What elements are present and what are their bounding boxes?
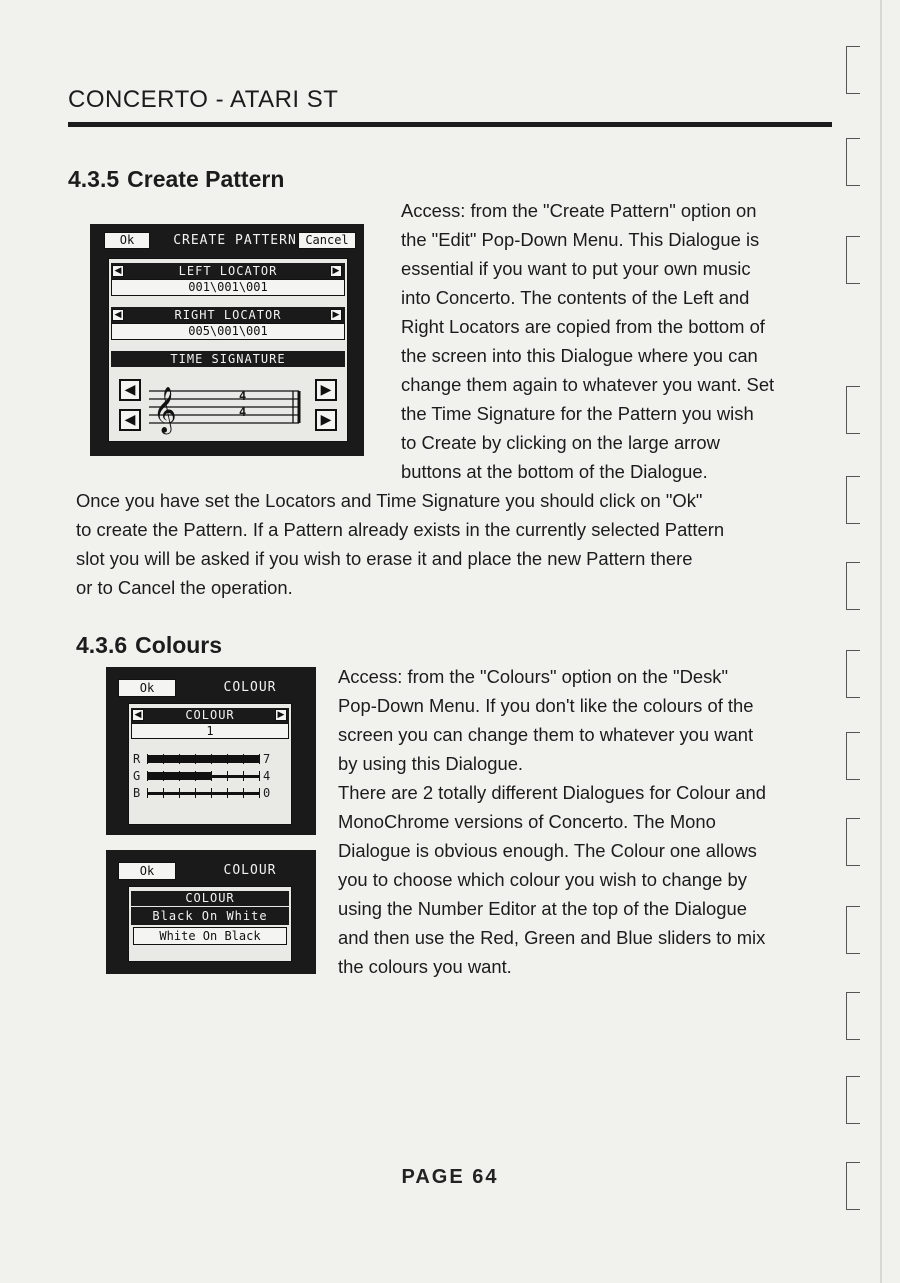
text-line: Once you have set the Locators and Time Signature you should click on "Ok" <box>76 490 703 511</box>
text-line: and then use the Red, Green and Blue sliders to mix <box>338 927 766 948</box>
slider-tick <box>243 788 244 798</box>
numerator-value: 4 <box>239 389 247 403</box>
slider-tick <box>259 788 260 798</box>
mono-colour-dialog <box>106 850 316 974</box>
text-line: into Concerto. The contents of the Left and <box>401 287 750 308</box>
text-line: screen you can change them to whatever you want <box>338 724 754 745</box>
colour-ok-button[interactable]: Ok <box>118 679 176 697</box>
slider-tick <box>147 788 148 798</box>
denominator-decrement-icon[interactable]: ◀ <box>119 409 141 431</box>
binder-mark <box>846 992 860 1040</box>
staff-icon <box>149 377 309 435</box>
page-number: PAGE 64 <box>401 1166 499 1188</box>
text-line: the Time Signature for the Pattern you wish <box>401 403 754 424</box>
binder-mark <box>846 1076 860 1124</box>
text-line: the "Edit" Pop-Down Menu. This Dialogue is <box>401 229 760 250</box>
binder-mark <box>846 386 860 434</box>
header-rule <box>68 122 832 127</box>
mono-colour-label: COLOUR <box>131 891 289 906</box>
left-locator-label: LEFT LOCATOR <box>178 264 278 278</box>
svg-text:𝄞: 𝄞 <box>153 387 177 433</box>
colour-number-label: COLOUR <box>185 708 235 722</box>
text-line: by using this Dialogue. <box>338 753 524 774</box>
slider-value: 0 <box>263 786 271 800</box>
text-line: change them again to whatever you want. Set <box>401 374 775 395</box>
slider-channel-label: B <box>133 786 141 800</box>
binder-mark <box>846 476 860 524</box>
create-pattern-side-text <box>401 196 835 486</box>
binder-mark <box>846 236 860 284</box>
option-white-on-black[interactable]: White On Black <box>133 927 287 945</box>
binder-mark <box>846 906 860 954</box>
section-heading-create-pattern <box>68 166 284 193</box>
slider-fill[interactable] <box>147 772 211 780</box>
right-locator-value[interactable]: 005\001\001 <box>111 323 345 340</box>
colours-text <box>338 662 842 981</box>
binder-mark <box>846 1162 860 1210</box>
left-locator-bar <box>111 263 345 279</box>
slider-fill[interactable] <box>147 755 259 763</box>
denominator-increment-icon[interactable]: ▶ <box>315 409 337 431</box>
time-signature-bar <box>111 351 345 367</box>
text-line: There are 2 totally different Dialogues for Colour and <box>338 782 766 803</box>
text-line: to create the Pattern. If a Pattern already exists in the currently selected Pattern <box>76 519 725 540</box>
slider-tick <box>211 771 212 781</box>
running-header: CONCERTO - ATARI ST <box>68 86 339 113</box>
slider-tick <box>227 771 228 781</box>
right-locator-increment-icon[interactable]: ▶ <box>330 309 342 321</box>
page-edge <box>880 0 882 1283</box>
slider-tick <box>243 771 244 781</box>
mono-ok-button[interactable]: Ok <box>118 862 176 880</box>
rgb-slider-group <box>133 752 289 808</box>
time-signature-label: TIME SIGNATURE <box>170 352 286 366</box>
dialog-title: CREATE PATTERN <box>173 233 297 248</box>
option-black-on-white[interactable]: Black On White <box>131 907 289 925</box>
text-line: Access: from the "Colours" option on the "Desk" <box>338 666 729 687</box>
colour-dialog-body <box>128 703 292 825</box>
left-locator-increment-icon[interactable]: ▶ <box>330 265 342 277</box>
text-line: you to choose which colour you wish to change by <box>338 869 747 890</box>
slider-tick <box>195 788 196 798</box>
slider-tick <box>163 788 164 798</box>
text-line: MonoChrome versions of Concerto. The Mono <box>338 811 716 832</box>
slider-tick <box>259 754 260 764</box>
colour-dialog-title: COLOUR <box>223 680 277 695</box>
binder-mark <box>846 562 860 610</box>
mono-dialog-title: COLOUR <box>223 863 277 878</box>
text-line: slot you will be asked if you wish to erase it and place the new Pattern there <box>76 548 693 569</box>
binder-mark <box>846 732 860 780</box>
cancel-button[interactable]: Cancel <box>298 232 356 249</box>
dialog-body <box>108 258 348 442</box>
slider-track[interactable] <box>147 792 259 795</box>
slider-tick <box>227 788 228 798</box>
right-locator-bar <box>111 307 345 323</box>
binder-mark <box>846 138 860 186</box>
colour-decrement-icon[interactable]: ◀ <box>132 709 144 721</box>
slider-value: 4 <box>263 769 271 783</box>
create-pattern-full-text <box>76 486 836 602</box>
right-locator-label: RIGHT LOCATOR <box>174 308 282 322</box>
colour-number-bar <box>131 708 289 723</box>
slider-channel-label: G <box>133 769 141 783</box>
slider-row-b <box>133 786 289 801</box>
denominator-value: 4 <box>239 405 247 419</box>
colour-number-value[interactable]: 1 <box>131 723 289 739</box>
numerator-increment-icon[interactable]: ▶ <box>315 379 337 401</box>
text-line: Dialogue is obvious enough. The Colour one allows <box>338 840 757 861</box>
text-line: the colours you want. <box>338 956 512 977</box>
text-line: essential if you want to put your own music <box>401 258 751 279</box>
section-title: Colours <box>135 632 223 658</box>
section-number: 4.3.6 <box>76 632 128 658</box>
binder-mark <box>846 46 860 94</box>
slider-track[interactable] <box>147 775 259 778</box>
text-line: Right Locators are copied from the bottom of <box>401 316 765 337</box>
slider-tick <box>211 788 212 798</box>
text-line: buttons at the bottom of the Dialogue. <box>401 461 708 482</box>
slider-track[interactable] <box>147 758 259 761</box>
text-line: to Create by clicking on the large arrow <box>401 432 720 453</box>
binder-mark <box>846 650 860 698</box>
text-line: using the Number Editor at the top of the Dialogue <box>338 898 747 919</box>
text-line: the screen into this Dialogue where you can <box>401 345 758 366</box>
right-locator-decrement-icon[interactable]: ◀ <box>112 309 124 321</box>
text-line: Pop-Down Menu. If you don't like the colours of the <box>338 695 754 716</box>
text-line: Access: from the "Create Pattern" option on <box>401 200 757 221</box>
slider-tick <box>259 771 260 781</box>
create-pattern-dialog <box>90 224 364 456</box>
text-line: or to Cancel the operation. <box>76 577 293 598</box>
slider-value: 7 <box>263 752 271 766</box>
section-heading-colours <box>76 632 222 659</box>
section-title: Create Pattern <box>127 166 285 192</box>
slider-row-r <box>133 752 289 767</box>
binder-mark <box>846 818 860 866</box>
left-locator-decrement-icon[interactable]: ◀ <box>112 265 124 277</box>
numerator-decrement-icon[interactable]: ◀ <box>119 379 141 401</box>
colour-increment-icon[interactable]: ▶ <box>275 709 287 721</box>
mono-dialog-body <box>128 886 292 962</box>
colour-dialog <box>106 667 316 835</box>
slider-channel-label: R <box>133 752 141 766</box>
section-number: 4.3.5 <box>68 166 120 192</box>
ok-button[interactable]: Ok <box>104 232 150 249</box>
slider-row-g <box>133 769 289 784</box>
slider-tick <box>179 788 180 798</box>
left-locator-value[interactable]: 001\001\001 <box>111 279 345 296</box>
